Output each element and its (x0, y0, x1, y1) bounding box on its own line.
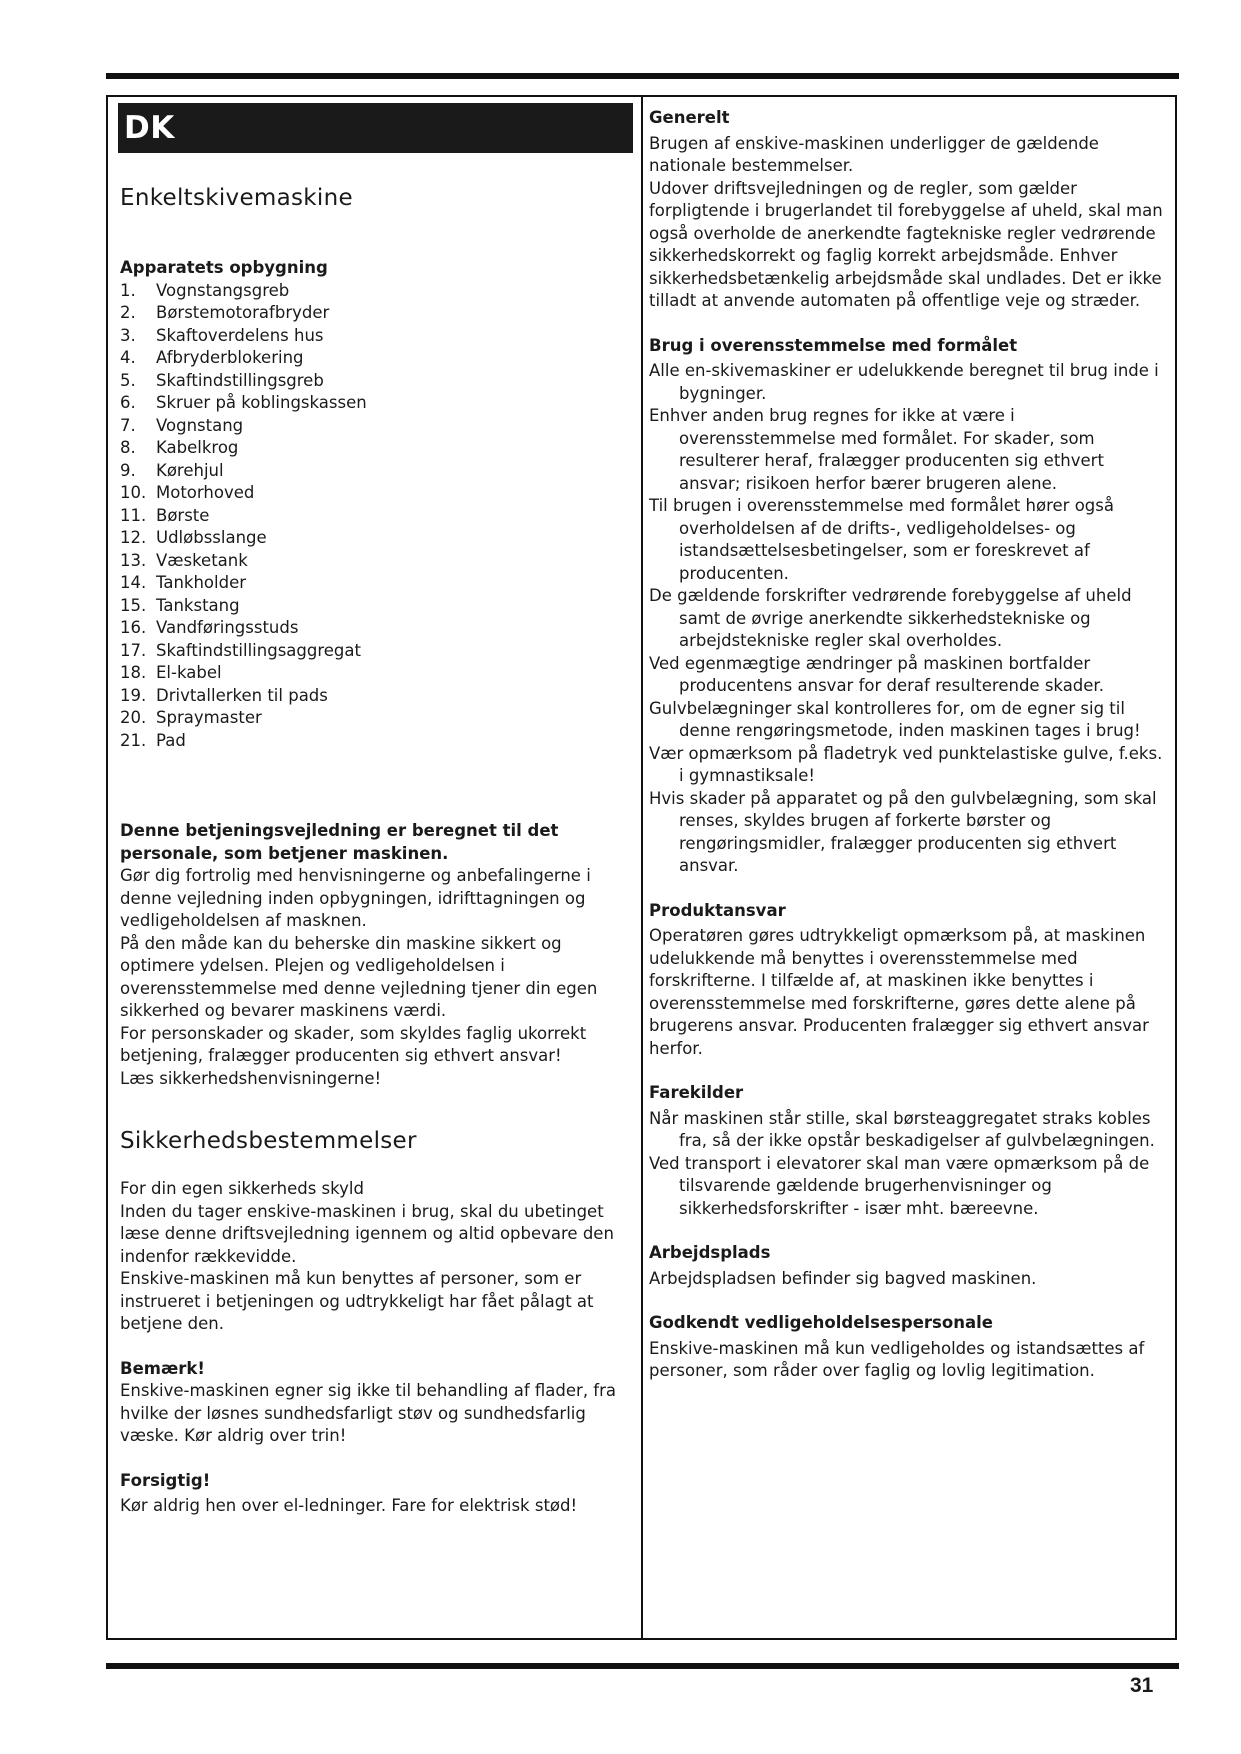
intended-use-item: Hvis skader på apparatet og på den gulvbelægning, som skal renses, skyldes brugen af forkerte børster og rengøringsmidler, fralægger producenten sig ethvert ansvar. (649, 788, 1157, 875)
list-item: 13. Væsketank (120, 550, 248, 570)
list-item: 18. El-kabel (120, 663, 222, 682)
list-item: 17. Skaftindstillingsaggregat (120, 640, 361, 660)
language-banner: DK (118, 103, 633, 153)
workplace-text: Arbejdspladsen befinder sig bagved maskinen. (649, 1268, 1037, 1288)
caution-text: Kør aldrig hen over el-ledninger. Fare for elektrisk stød! (120, 1496, 578, 1515)
top-rule (106, 73, 1179, 79)
list-item: 16. Vandføringsstuds (120, 618, 299, 637)
intended-use-item: Enhver anden brug regnes for ikke at være i overensstemmelse med formålet. For skader, som resulterer heraf, fralægger producenten sig ethvert ansvar; risikoen herfor bærer brugeren alene. (649, 406, 1104, 493)
column-divider (641, 95, 643, 1640)
caution-heading: Forsigtig! (120, 1470, 211, 1490)
list-item: 19. Drivtallerken til pads (120, 685, 328, 705)
list-item: 4. Afbryderblokering (120, 348, 304, 367)
intended-use-item: Gulvbelægninger skal kontrolleres for, om de egner sig til denne rengøringsmetode, inden maskinen tages i brug! (649, 698, 1141, 740)
right-column (649, 107, 1169, 1383)
list-item: 14. Tankholder (120, 573, 247, 592)
list-item: 7. Vognstang (120, 415, 244, 435)
hazards-item: Ved transport i elevatorer skal man være opmærksom på de tilsvarende gældende brugerhenvisninger og sikkerhedsforskrifter - især mht. bæreevne. (649, 1153, 1150, 1218)
safety-paragraph: Inden du tager enskive-maskinen i brug, skal du ubetinget læse denne driftsvejledning igennem og altid opbevare den indenfor rækkevidde. (120, 1201, 614, 1266)
liability-text: Operatøren gøres udtrykkeligt opmærksom på, at maskinen udelukkende må benyttes i overensstemmelse med forskrifterne. I tilfælde af, at maskinen ikke benyttes i overensstemmelse med forskrifterne, gøres dette alene på brugerens ansvar. Producenten fralægger sig ethvert ansvar herfor. (649, 926, 1149, 1058)
general-paragraph: Udover driftsvejledningen og de regler, som gælder forpligtende i brugerlandet til forebyggelse af uheld, skal man også overholde de anerkendte fagtekniske regler vedrørende sikkerhedskorrekt og faglig korrekt arbejdsmåde. Enhver sikkerhedsbetænkelig arbejdsmåde skal undlades. Det er ikke tilladt at anvende automaten på offentlige veje og stræder. (649, 178, 1163, 310)
page-title: Enkeltskivemaskine (120, 185, 353, 211)
intro-paragraph: Gør dig fortrolig med henvisningerne og anbefalingerne i denne vejledning inden opbygningen, idrifttagningen og vedligeholdelsen af masknen. (120, 866, 591, 930)
general-heading: Generelt (649, 108, 730, 127)
list-item: 9. Kørehjul (120, 460, 224, 480)
list-item: 12. Udløbsslange (120, 528, 267, 547)
intro-paragraph: Læs sikkerhedshenvisningerne! (120, 1068, 382, 1088)
list-item: 2. Børstemotorafbryder (120, 303, 330, 322)
intended-use-item: Til brugen i overensstemmelse med formålet hører også overholdelsen af de drifts-, vedligeholdelses- og istandsættelsesbetingelser, som er foreskrevet af producenten. (649, 496, 1114, 583)
safety-title: Sikkerhedsbestemmelser (120, 1128, 417, 1154)
intended-use-item: De gældende forskrifter vedrørende forebyggelse af uheld samt de øvrige anerkendte sikkerhedstekniske og arbejdstekniske regler skal overholdes. (649, 586, 1132, 650)
safety-paragraph: For din egen sikkerheds skyld (120, 1179, 364, 1198)
intended-use-heading: Brug i overensstemmelse med formålet (649, 335, 1018, 355)
intro-heading: Denne betjeningsvejledning er beregnet til det personale, som betjener maskinen. (120, 821, 559, 863)
list-item: 5. Skaftindstillingsgreb (120, 370, 324, 390)
bottom-rule (106, 1663, 1179, 1669)
safety-paragraph: Enskive-maskinen må kun benyttes af personer, som er instrueret i betjeningen og udtrykkeligt har fået pålagt at betjene den. (120, 1269, 594, 1333)
intended-use-item: Vær opmærksom på fladetryk ved punktelastiske gulve, f.eks. i gymnastiksale! (649, 743, 1163, 785)
intended-use-item: Alle en-skivemaskiner er udelukkende beregnet til brug inde i bygninger. (649, 361, 1159, 403)
hazards-item: Når maskinen står stille, skal børsteaggregatet straks kobles fra, så der ikke opstår beskadigelser af gulvbelægningen. (649, 1108, 1155, 1150)
note-text: Enskive-maskinen egner sig ikke til behandling af flader, fra hvilke der løsnes sundhedsfarligt støv og sundhedsfarlig væske. Kør aldrig over trin! (120, 1381, 617, 1445)
page-number: 31 (1130, 1674, 1154, 1697)
list-item: 15. Tankstang (120, 595, 240, 615)
intended-use-item: Ved egenmægtige ændringer på maskinen bortfalder producentens ansvar for deraf resulterende skader. (649, 653, 1104, 695)
note-heading: Bemærk! (120, 1358, 205, 1378)
list-item: 1. Vognstangsgreb (120, 280, 290, 300)
list-item: 6. Skruer på koblingskassen (120, 393, 367, 412)
workplace-heading: Arbejdsplads (649, 1243, 771, 1262)
list-item: 21. Pad (120, 730, 186, 750)
parts-heading: Apparatets opbygning (120, 258, 328, 277)
left-column (118, 103, 633, 1518)
list-item: 20. Spraymaster (120, 708, 262, 727)
list-item: 10. Motorhoved (120, 483, 255, 502)
liability-heading: Produktansvar (649, 900, 786, 920)
general-paragraph: Brugen af enskive-maskinen underligger de gældende nationale bestemmelser. (649, 133, 1099, 175)
list-item: 3. Skaftoverdelens hus (120, 325, 324, 345)
list-item: 8. Kabelkrog (120, 438, 239, 457)
maintenance-text: Enskive-maskinen må kun vedligeholdes og istandsættes af personer, som råder over faglig og lovlig legitimation. (649, 1338, 1145, 1380)
intro-paragraph: På den måde kan du beherske din maskine sikkert og optimere ydelsen. Plejen og vedligeholdelsen i overensstemmelse med denne vejledning tjener din egen sikkerhed og bevarer maskinens værdi. (120, 933, 598, 1020)
list-item: 11. Børste (120, 505, 210, 525)
maintenance-heading: Godkendt vedligeholdelsespersonale (649, 1313, 993, 1332)
parts-list (118, 280, 633, 753)
hazards-heading: Farekilder (649, 1083, 744, 1102)
intro-paragraph: For personskader og skader, som skyldes faglig ukorrekt betjening, fralægger producenten sig ethvert ansvar! (120, 1023, 587, 1065)
